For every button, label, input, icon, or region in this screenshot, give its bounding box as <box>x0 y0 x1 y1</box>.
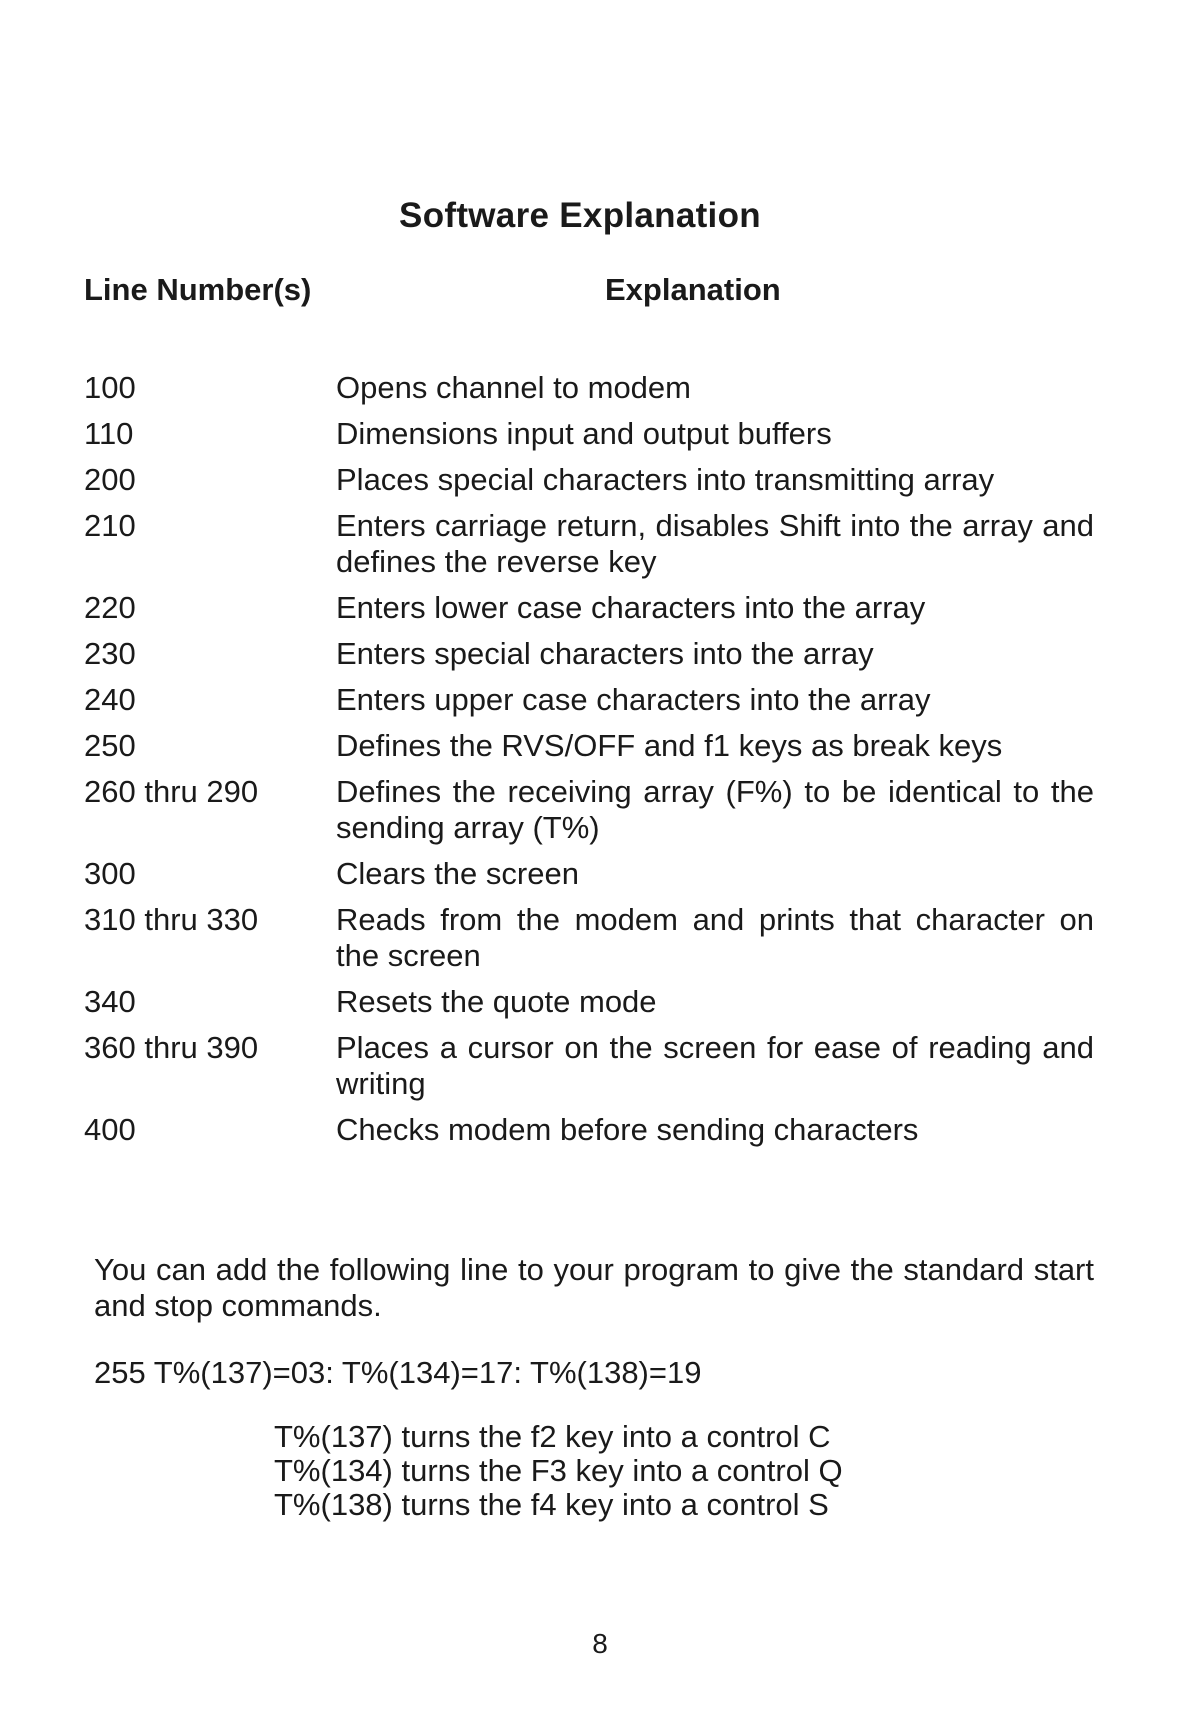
instruction-paragraph: You can add the following line to your program to give the standard start and stop commands. <box>94 1252 1094 1323</box>
explanation-cell: Places special characters into transmitting array <box>336 462 995 497</box>
code-line: 255 T%(137)=03: T%(134)=17: T%(138)=19 <box>94 1355 702 1390</box>
explanation-cell: Enters lower case characters into the array <box>336 590 926 625</box>
column-header-explanation: Explanation <box>605 272 781 307</box>
code-note: T%(137) turns the f2 key into a control C <box>274 1419 831 1454</box>
table-row <box>84 774 1094 846</box>
line-number-cell: 200 <box>84 462 136 497</box>
explanation-cell: Dimensions input and output buffers <box>336 416 832 451</box>
column-header-line-numbers: Line Number(s) <box>84 272 312 307</box>
explanation-cell: Defines the RVS/OFF and f1 keys as break keys <box>336 728 1003 763</box>
explanation-cell: Reads from the modem and prints that character on the screen <box>336 902 1094 973</box>
line-number-cell: 220 <box>84 590 136 625</box>
line-number-cell: 230 <box>84 636 136 671</box>
table-row <box>84 984 1094 1020</box>
explanation-cell: Clears the screen <box>336 856 579 891</box>
explanation-cell: Enters upper case characters into the array <box>336 682 931 717</box>
line-number-cell: 400 <box>84 1112 136 1147</box>
table-row <box>84 682 1094 718</box>
table-row <box>84 728 1094 764</box>
table-row <box>84 462 1094 498</box>
table-row <box>84 1112 1094 1148</box>
line-number-cell: 240 <box>84 682 136 717</box>
line-number-cell: 250 <box>84 728 136 763</box>
line-number-cell: 340 <box>84 984 136 1019</box>
line-number-cell: 110 <box>84 416 134 451</box>
line-number-cell: 260 thru 290 <box>84 774 259 809</box>
explanation-cell: Enters carriage return, disables Shift into the array and defines the reverse key <box>336 508 1094 579</box>
table-row <box>84 856 1094 892</box>
line-number-cell: 360 thru 390 <box>84 1030 259 1065</box>
explanation-cell: Enters special characters into the array <box>336 636 874 671</box>
explanation-cell: Resets the quote mode <box>336 984 657 1019</box>
line-number-cell: 100 <box>84 370 136 405</box>
table-row <box>84 636 1094 672</box>
line-number-cell: 210 <box>84 508 136 543</box>
table-row <box>84 590 1094 626</box>
explanation-cell: Opens channel to modem <box>336 370 691 405</box>
explanation-table <box>84 370 1094 1158</box>
table-row <box>84 902 1094 974</box>
explanation-cell: Checks modem before sending characters <box>336 1112 919 1147</box>
line-number-cell: 310 thru 330 <box>84 902 259 937</box>
code-notes <box>274 1420 843 1522</box>
explanation-cell: Defines the receiving array (F%) to be identical to the sending array (T%) <box>336 774 1094 845</box>
line-number-cell: 300 <box>84 856 136 891</box>
page-title: Software Explanation <box>399 196 761 235</box>
code-note: T%(138) turns the f4 key into a control S <box>274 1487 829 1522</box>
table-row <box>84 508 1094 580</box>
page-number: 8 <box>592 1628 608 1659</box>
explanation-cell: Places a cursor on the screen for ease of reading and writing <box>336 1030 1094 1101</box>
table-row <box>84 416 1094 452</box>
code-note: T%(134) turns the F3 key into a control Q <box>274 1453 843 1488</box>
table-row <box>84 1030 1094 1102</box>
table-row <box>84 370 1094 406</box>
